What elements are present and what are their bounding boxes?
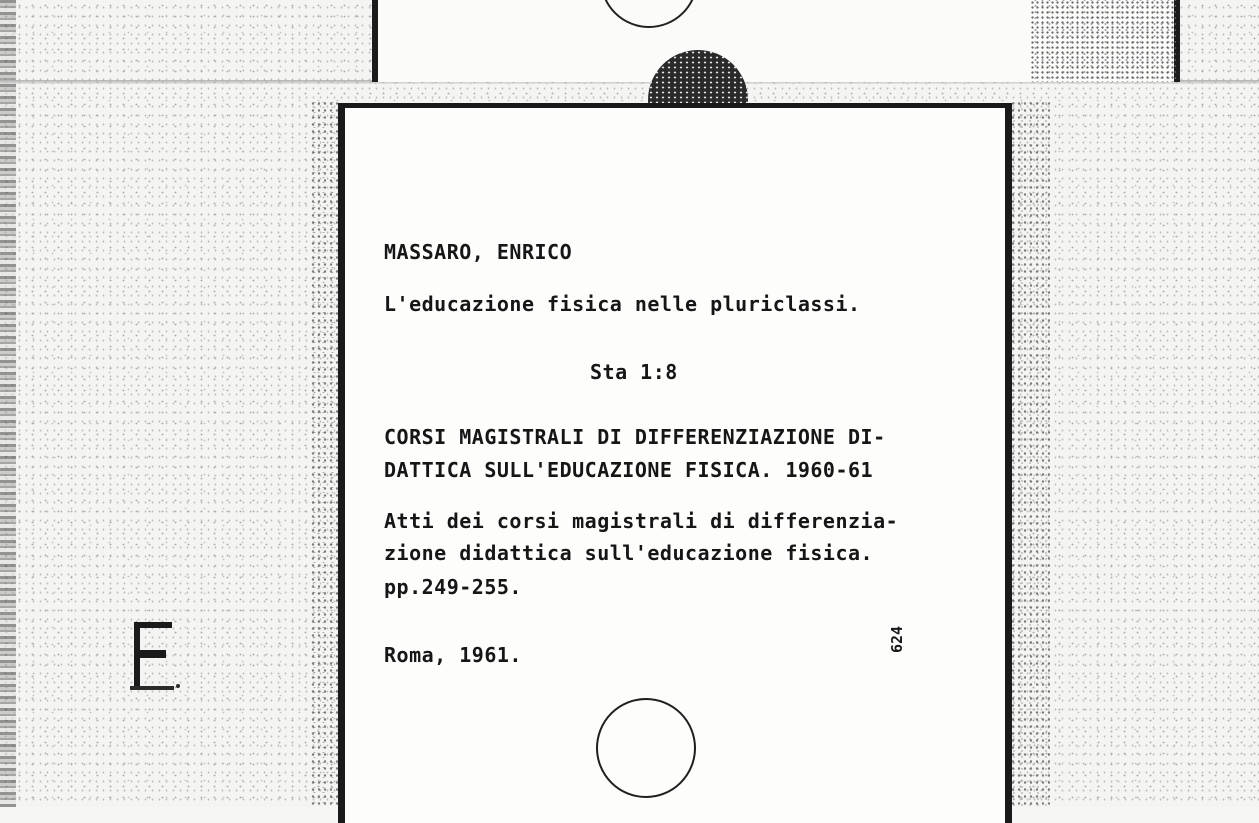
margin-letter-mark — [122, 612, 182, 696]
card-title: L'educazione fisica nelle pluriclassi. — [384, 292, 861, 316]
card-left-shadow — [310, 100, 340, 807]
card-side-number: 624 — [888, 625, 906, 653]
back-card-tab — [1030, 0, 1176, 82]
scan-left-edge — [0, 0, 16, 807]
card-series-line-2: DATTICA SULL'EDUCAZIONE FISICA. 1960-61 — [384, 458, 874, 482]
card-right-shadow — [1010, 100, 1050, 807]
card-source-line-1: Atti dei corsi magistrali di differenzia- — [384, 509, 899, 533]
card-series-line-1: CORSI MAGISTRALI DI DIFFERENZIAZIONE DI- — [384, 425, 886, 449]
card-shelf-mark: Sta 1:8 — [590, 360, 678, 384]
card-punch-hole — [596, 698, 696, 798]
card-pages: pp.249-255. — [384, 575, 522, 599]
card-place-year: Roma, 1961. — [384, 643, 522, 667]
card-source-line-2: zione didattica sull'educazione fisica. — [384, 541, 874, 565]
card-author: MASSARO, ENRICO — [384, 240, 573, 264]
